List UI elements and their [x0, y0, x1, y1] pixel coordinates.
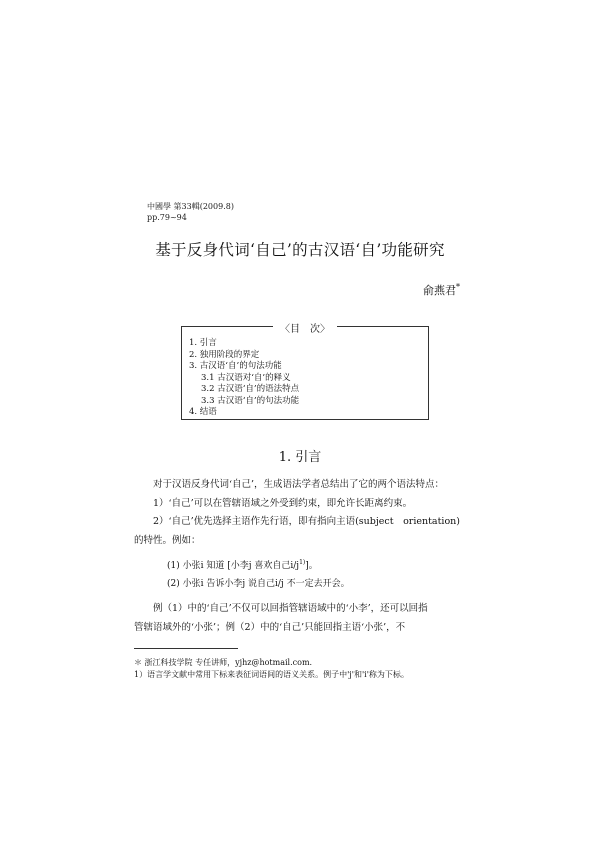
toc-subitem: 3.1 古汉语对‘自’的释义 — [201, 372, 291, 383]
paragraph: 2）‘自己’优先选择主语作先行语，即有指向主语(subject orientation) — [153, 516, 460, 527]
journal-pages: pp.79~94 — [147, 213, 187, 222]
author-footnote: ＊ 浙江科技学院 专任讲师，yjhz@hotmail.com. — [134, 658, 313, 667]
paragraph: 例（1）中的‘自己’不仅可以回指管辖语域中的‘小李’，还可以回指 — [153, 603, 428, 614]
table-of-contents — [181, 326, 429, 420]
body-text-2 — [134, 600, 468, 637]
toc-heading: 〈目 次〉 — [273, 324, 337, 335]
toc-subitem: 3.3 古汉语‘自’的句法功能 — [201, 395, 300, 406]
journal-info — [147, 201, 234, 223]
toc-item: 4. 结语 — [189, 407, 217, 417]
footnotes — [134, 657, 409, 681]
section-heading: 1. 引言 — [278, 450, 322, 465]
toc-subitem: 3.2 古汉语‘自’的语法特点 — [201, 384, 300, 394]
paragraph-continuation: 管辖语域外的‘小张’；例（2）中的‘自己’只能回指主语‘小张’，不 — [134, 621, 406, 633]
paper-title: 基于反身代词‘自己’的古汉语‘自’功能研究 — [155, 241, 445, 259]
footnote-1: 1）语言学文献中常用下标来表征词语间的语义关系。例子中'j'和'i'称为下标。 — [134, 670, 409, 679]
author — [423, 282, 460, 298]
toc-item: 1. 引言 — [189, 338, 217, 348]
author-footnote-mark: * — [456, 282, 460, 292]
example-1: (1) 小张i 知道 [小李j 喜欢自己$i/j^{1)}$]。 — [167, 559, 318, 571]
paragraph: 对于汉语反身代词‘自己’，生成语法学者总结出了它的两个语法特点： — [153, 479, 445, 490]
footnote-divider — [134, 648, 238, 649]
paragraph: 1）‘自己’可以在管辖语域之外受到约束，即允许长距离约束。 — [153, 497, 413, 509]
example-2: (2) 小张i 告诉小李j 说自己i/j 不一定去开会。 — [167, 579, 350, 589]
paragraph-continuation: 的特性。例如： — [134, 534, 201, 546]
footnote-ref: 1) — [299, 559, 306, 566]
toc-item: 2. 独用阶段的界定 — [189, 349, 260, 360]
body-text — [134, 476, 468, 550]
toc-item: 3. 古汉语‘自’的句法功能 — [189, 361, 282, 371]
author-name: 俞燕君 — [423, 284, 456, 297]
examples — [167, 554, 350, 593]
journal-issue: 中國學 第33輯(2009.8) — [147, 202, 234, 211]
